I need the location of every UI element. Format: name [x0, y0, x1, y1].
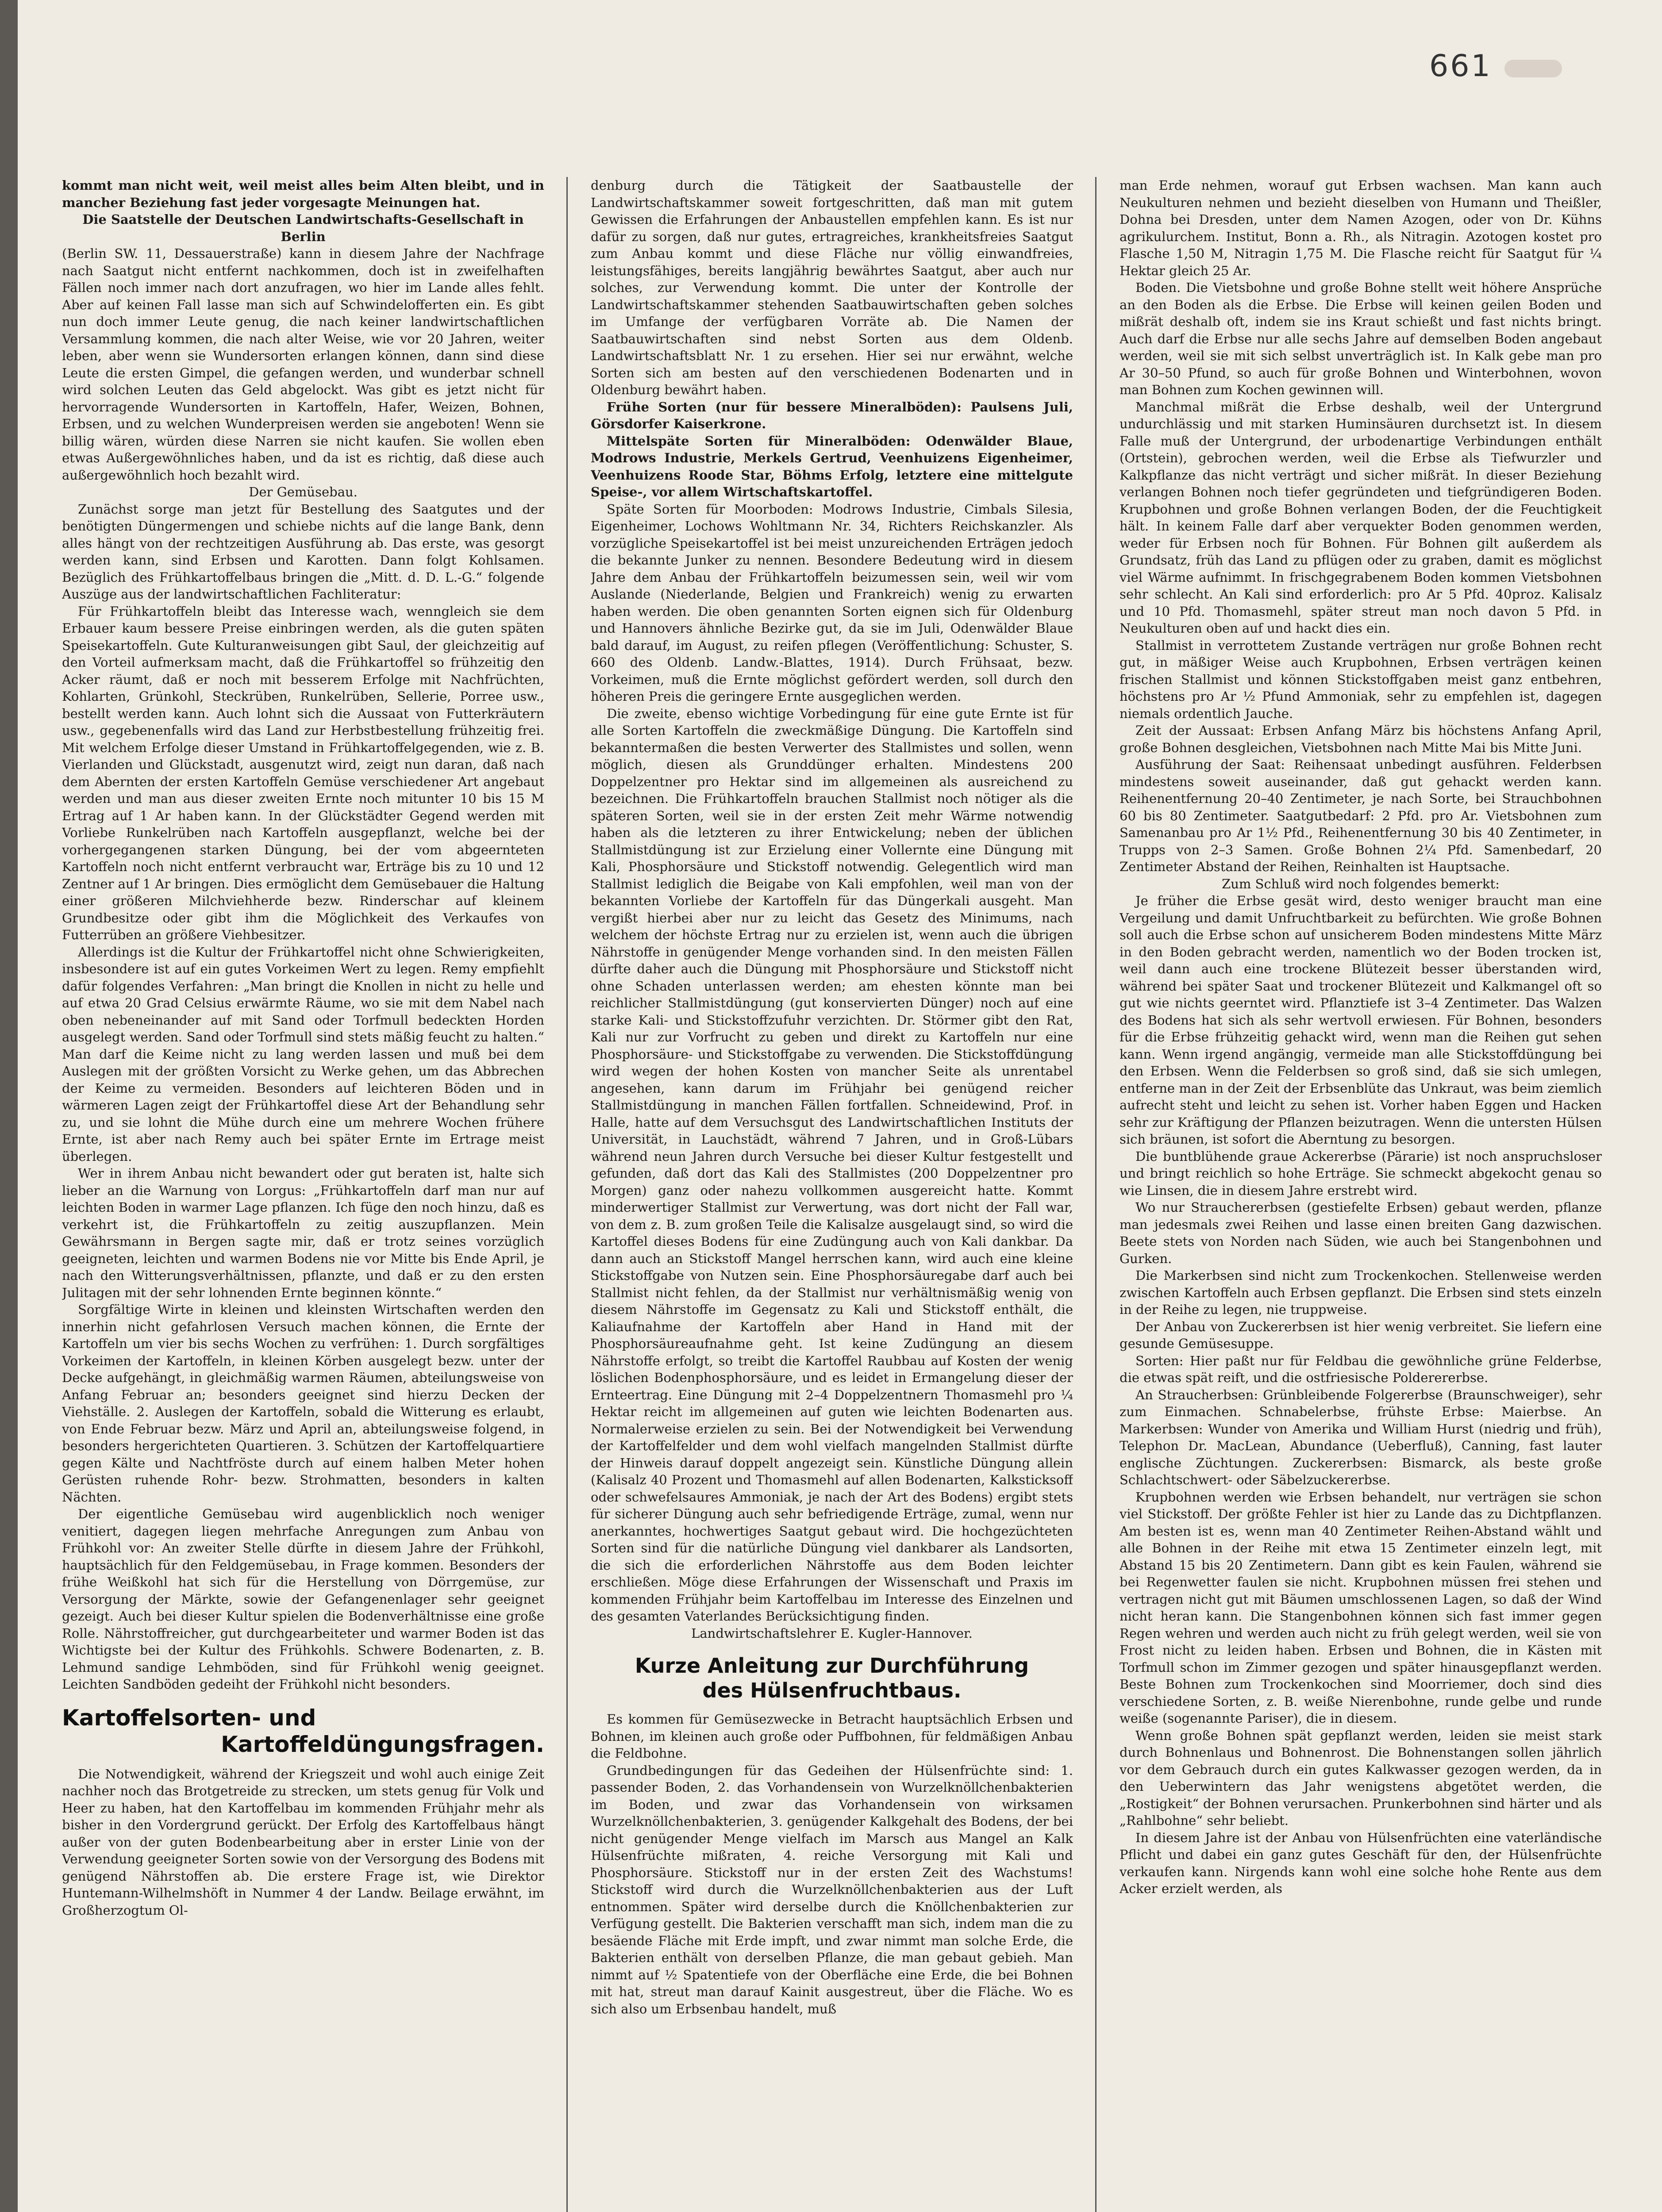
heading-line: Kurze Anleitung zur Durchführung: [635, 1654, 1029, 1678]
column-divider: [566, 177, 568, 2212]
paragraph: (Berlin SW. 11, Dessauerstraße) kann in diesem Jahre der Nachfrage nach Saatgut nicht entfernt nachkommen, doch ist in zweifelhaften Fällen noch immer nach dort anzufragen, wo hier im Lande alles fehlt. Aber auf keinen Fall lasse man sich auf Schwindelofferten ein. Es gibt nun doch immer Leute genug, die nach keiner landwirtschaftlichen Versammlung kommen, die nach alter Weise, wie vor 20 Jahren, weiter leben, aber wenn sie Wundersorten erlangen können, dann sind diese Leute die ersten Gimpel, die gefangen werden, und wunderbar schnell wird solchen Leuten das Geld abgelockt. Was gibt es jetzt nicht für hervorragende Wundersorten in Kartoffeln, Hafer, Weizen, Bohnen, Erbsen, und zu welchen Wunderpreisen werden sie angeboten! Wenn sie billig wären, würden diese Narren sie nicht kaufen. Sie wollen eben etwas Außergewöhnliches haben, und da ist es richtig, daß diese auch außergewöhnlich hoch bezahlt wird.: [62, 246, 544, 483]
paragraph: Der Anbau von Zuckererbsen ist hier wenig verbreitet. Sie liefern eine gesunde Gemüsesuppe.: [1120, 1319, 1602, 1351]
paragraph: In diesem Jahre ist der Anbau von Hülsenfrüchten eine vaterländische Pflicht und dabei ein ganz gutes Geschäft für den, der Hülsenfrüchte verkaufen kann. Nirgends kann wohl eine solche hohe Rente aus dem Acker erzielt werden, als: [1120, 1830, 1602, 1896]
column-divider: [1095, 177, 1096, 2212]
ink-smudge: [1504, 60, 1562, 77]
paragraph: Der eigentliche Gemüsebau wird augenblicklich noch weniger venitiert, dagegen liegen mehrfache Anregungen zum Anbau von Frühkohl vor: An zweiter Stelle dürfte in diesem Jahre der Frühkohl, hauptsächlich für den Feldgemüsebau, in Frage kommen. Besonders der frühe Weißkohl hat sich für die Herstellung von Dörrgemüse, zur Versorgung der Märkte, sowie der Gefangenenlager sehr geeignet gezeigt. Auch bei dieser Kultur spielen die Bodenverhältnisse eine große Rolle. Nährstoffreicher, gut durchgearbeiteter und warmer Boden ist das Wichtigste bei der Kultur des Frühkohls. Schwere Bodenarten, z. B. Lehmund sandige Lehmböden, sind für Frühkohl wenig geeignet. Leichten Sandböden gedeiht der Frühkohl nicht besonders.: [62, 1506, 544, 1692]
paragraph: An Straucherbsen: Grünbleibende Folgererbse (Braunschweiger), sehr zum Einmachen. Schnabelerbse, frühste Erbse: Maierbse. An Markerbsen: Wunder von Amerika und William Hurst (niedrig und früh), Telephon Dr. MacLean, Abundance (Ueberfluß), Canning, fast lauter englische Züchtungen. Zuckererbsen: Bismarck, als beste große Schlachtschwert- oder Säbelzuckererbse.: [1120, 1387, 1602, 1487]
article-heading-kartoffelsorten: [62, 1705, 544, 1758]
column-2: [591, 177, 1073, 2212]
paragraph: Sorgfältige Wirte in kleinen und kleinsten Wirtschaften werden den innerhin nicht gefahrlosen Versuch machen können, die Ernte der Kartoffeln um vier bis sechs Wochen zu verfrühen: 1. Durch sorgfältiges Vorkeimen der Kartoffeln, in kleinen Körben ausgelegt bezw. unter der Decke aufgehängt, in gleichmäßig warmen Räumen, abteilungsweise von Anfang Februar an; besonders geeignet sind hierzu Decken der Viehställe. 2. Auslegen der Kartoffeln, sobald die Witterung es erlaubt, von Ende Februar bezw. März und April an, abteilungsweise folgend, in besonders hergerichteten Quartieren. 3. Schützen der Kartoffelquartiere gegen Kälte und Nachtfröste durch auf einem halben Meter hohen Gerüsten ruhende Rohr- bezw. Strohmatten, besonders in kalten Nächten.: [62, 1302, 544, 1505]
paragraph: Stallmist in verrottetem Zustande verträgen nur große Bohnen recht gut, in mäßiger Weise auch Krupbohnen, Erbsen verträgen keinen frischen Stallmist und können Stickstoffgaben meist ganz entbehren, höchstens pro Ar ½ Pfund Ammoniak, sehr zu empfehlen ist, dagegen niemals ordentlich Jauche.: [1120, 637, 1602, 721]
paragraph: Die Saatstelle der Deutschen Landwirtschafts-Gesellschaft in Berlin: [82, 212, 524, 244]
paragraph: Wo nur Strauchererbsen (gestiefelte Erbsen) gebaut werden, pflanze man jedesmals zwei Reihen und lasse einen breiten Gang dazwischen. Beete stets von Norden nach Süden, wie auch bei Stangenbohnen und Gurken.: [1120, 1200, 1602, 1266]
paragraph: Manchmal mißrät die Erbse deshalb, weil der Untergrund undurchlässig und mit starken Huminsäuren durchsetzt ist. In diesem Falle muß der Untergrund, der urbodenartige Verbindungen enthält (Ortstein), gebrochen werden, weil die Erbse als Tiefwurzler und Kalkpflanze das nicht verträgt und sicher mißrät. In dieser Beziehung verlangen Bohnen noch tiefer gegründeten und tiefgründigeren Boden. Krupbohnen und große Bohnen verlangen Boden, der die Feuchtigkeit hält. In keinem Falle darf aber verquekter Boden genommen werden, weder für Erbsen noch für Bohnen. Für Bohnen gilt außerdem als Grundsatz, früh das Land zu pflügen oder zu graben, damit es möglichst viel Wärme aufnimmt. In frischgegrabenem Boden kommen Vietsbohnen sehr schlecht. An Kali sind erforderlich: pro Ar 5 Pfd. 40proz. Kalisalz und 10 Pfd. Thomasmehl, später streut man noch davon 5 Pfd. in Neukulturen oben auf und hackt dies ein.: [1120, 399, 1602, 636]
paragraph: Je früher die Erbse gesät wird, desto weniger braucht man eine Vergeilung und damit Unfruchtbarkeit zu befürchten. Wie große Bohnen soll auch die Erbse schon auf unsicherem Boden mindestens Mitte März in den Boden gebracht werden, namentlich wo der Boden trocken ist, weil dann auch eine trockene Blütezeit besser überstanden wird, während bei später Saat und trockener Blütezeit und Kalkmangel oft so gut wie nichts geerntet wird. Pflanztiefe ist 3–4 Zentimeter. Das Walzen des Bodens hat sich als sehr wertvoll erwiesen. Für Bohnen, besonders für die Erbse frühzeitig gehackt wird, wenn man die Reihen gut sehen kann. Wenn irgend angängig, vermeide man alle Stickstoffdüngung bei den Erbsen. Wenn die Felderbsen so groß sind, daß sie sich umlegen, entferne man in der Zeit der Erbsenblüte das Unkraut, was beim ziemlich aufrecht steht und leicht zu sehen ist. Vorher haben Eggen und Hacken sehr zur Kräftigung der Pflanzen beizutragen. Wenn die untersten Hülsen sich bräunen, ist sofort die Aberntung zu besorgen.: [1120, 893, 1602, 1147]
heading-line: Kartoffelsorten- und: [62, 1705, 316, 1731]
paragraph: Mittelspäte Sorten für Mineralböden: Odenwälder Blaue, Modrows Industrie, Merkels Gertrud, Veenhuizens Eigenheimer, Veenhuizens Roode Star, Böhms Erfolg, letztere eine mittelgute Speise-, vor allem Wirtschaftskartoffel.: [591, 433, 1073, 499]
paragraph: Ausführung der Saat: Reihensaat unbedingt ausführen. Felderbsen mindestens soweit auseinander, daß gut gehackt werden kann. Reihenentfernung 20–40 Zentimeter, je nach Sorte, bei Strauchbohnen 60 bis 80 Zentimeter. Saatgutbedarf: 2 Pfd. pro Ar. Vietsbohnen zum Samenanbau pro Ar 1½ Pfd., Reihenentfernung 30 bis 40 Zentimeter, in Trupps von 2–3 Samen. Große Bohnen 2¼ Pfd. Samenbedarf, 20 Zentimeter Abstand der Reihen, Reinhalten ist Hauptsache.: [1120, 757, 1602, 874]
column-3: [1120, 177, 1602, 2212]
paragraph: Für Frühkartoffeln bleibt das Interesse wach, wenngleich sie dem Erbauer kaum bessere Preise einbringen werden, als die guten späten Speisekartoffeln. Gute Kulturanweisungen gibt Saul, der gleichzeitig auf den Vorteil aufmerksam macht, daß die Frühkartoffel so frühzeitig den Acker räumt, daß er noch mit besserem Erfolge mit Nachfrüchten, Kohlarten, Grünkohl, Steckrüben, Runkelrüben, Sellerie, Porree usw., bestellt werden kann. Auch lohnt sich die Aussaat von Futterkräutern usw., gegebenenfalls wird das Land zur Herbstbestellung frühzeitig frei. Mit welchem Erfolge dieser Umstand in Frühkartoffelgegenden, wie z. B. Vierlanden und Glückstadt, ausgenutzt wird, zeigt nun daran, daß nach dem Abernten der ersten Kartoffeln Gemüse verschiedener Art angebaut werden und man aus dieser zweiten Ernte noch mitunter 10 bis 15 M Ertrag auf 1 Ar haben kann. In der Glückstädter Gegend werden mit Vorliebe Runkelrüben nach Kartoffeln ausgepflanzt, welche bei der vorhergegangenen starken Düngung, bei der vom abgeernteten Kartoffeln noch nicht entfernt verbraucht war, Erträge bis zu 10 und 12 Zentner auf 1 Ar bringen. Dies ermöglicht dem Gemüsebauer die Haltung einer größeren Milchviehherde bezw. Rinderschar auf kleinem Grundbesitze oder gibt ihm die Möglichkeit des Verkaufes von Futterrüben an größere Viehbesitzer.: [62, 603, 544, 942]
column-1-article: [62, 1766, 544, 1919]
paragraph: Zeit der Aussaat: Erbsen Anfang März bis höchstens Anfang April, große Bohnen desgleichen, Vietsbohnen nach Mitte Mai bis Mitte Juni.: [1120, 723, 1602, 755]
page-number: 661: [1429, 49, 1492, 84]
paragraph: denburg durch die Tätigkeit der Saatbaustelle der Landwirtschaftskammer soweit fortgeschritten, daß man mit gutem Gewissen die Erfahrungen der Anbaustellen empfehlen kann. Es ist nur dafür zu sorgen, daß nur gutes, ertragreiches, krankheitsfreies Saatgut zum Anbau kommt und diese Fläche nur völlig einwandfreies, leistungsfähiges, bereits langjährig bewährtes Saatgut, aber auch nur solches, zur Verwendung kommt. Die unter der Kontrolle der Landwirtschaftskammer stehenden Saatbauwirtschaften geben solches im Umfange der verfügbaren Vorräte ab. Die Namen der Saatbauwirtschaften sind nebst Sorten aus dem Oldenb. Landwirtschaftsblatt Nr. 1 zu ersehen. Hier sei nur erwähnt, welche Sorten sich am besten auf den verschiedenen Bodenarten und in Oldenburg bewährt haben.: [591, 178, 1073, 397]
paragraph: man Erde nehmen, worauf gut Erbsen wachsen. Man kann auch Neukulturen nehmen und bezieht dieselben von Humann und Theißler, Dohna bei Dresden, unter dem Namen Azogen, oder von Dr. Kühns agrikulurchem. Institut, Bonn a. Rh., als Nitragin. Azotogen kostet pro Flasche 1,50 M, Nitragin 1,75 M. Die Flasche reicht für Saatgut für ¼ Hektar gleich 25 Ar.: [1120, 178, 1602, 278]
column-2-article: [591, 1711, 1073, 2017]
paragraph: Sorten: Hier paßt nur für Feldbau die gewöhnliche grüne Felderbse, die etwas spät reift, und die ostfriesische Polderererbse.: [1120, 1353, 1602, 1385]
paragraph: Landwirtschaftslehrer E. Kugler-Hannover.: [691, 1625, 973, 1641]
heading-line: des Hülsenfruchtbaus.: [702, 1678, 962, 1702]
column-2-body: [591, 177, 1073, 1642]
column-1-body: [62, 177, 544, 1693]
newspaper-page: [18, 0, 1662, 2212]
paragraph: Krupbohnen werden wie Erbsen behandelt, nur verträgen sie schon viel Stickstoff. Der größte Fehler ist hier zu Lande das zu Dichtpflanzen. Am besten ist es, wenn man 40 Zentimeter Reihen-Abstand wählt und alle Bohnen in der Reihe mit etwa 15 Zentimeter einzeln legt, mit Abstand 15 bis 20 Zentimetern. Dann gibt es kein Faulen, während sie bei Regenwetter faulen sie nicht. Krupbohnen müssen frei stehen und vertragen nicht gut mit Bäumen umschlossenen Lagen, so daß der Wind nicht heran kann. Die Stangenbohnen können sich fast immer gegen Regen wehren und werden auch nicht zu früh gelegt werden, weil sie von Frost nicht zu leiden haben. Erbsen und Bohnen, die in Kästen mit Torfmull schon im Zimmer gezogen und später hinausgepflanzt werden. Beste Bohnen zum Trockenkochen sind Moorriemer, doch sind dies verschiedene Sorten, z. B. weiße Nierenbohne, runde gelbe und runde weiße (sogenannte Pariser), die in diesem.: [1120, 1489, 1602, 1726]
text-columns: [62, 177, 1602, 2212]
paragraph: Zum Schluß wird noch folgendes bemerkt:: [1222, 876, 1500, 891]
column-1: [62, 177, 544, 2212]
paragraph: Zunächst sorge man jetzt für Bestellung des Saatgutes und der benötigten Düngermengen und schiebe nichts auf die lange Bank, denn alles hängt von der rechtzeitigen Ausführung ab. Das erste, was gesorgt werden kann, sind Erbsen und Karotten. Dann folgt Kohlsamen. Bezüglich des Frühkartoffelbaus bringen die „Mitt. d. D. L.-G.“ folgende Auszüge aus der landwirtschaftlichen Fachliteratur:: [62, 501, 544, 602]
paragraph: Wenn große Bohnen spät gepflanzt werden, leiden sie meist stark durch Bohnenlaus und Bohnenrost. Die Bohnenstangen sollen jährlich vor dem Gebrauch durch ein gutes Kalkwasser gezogen werden, da in den Ueberwintern das Jahr wenigstens abgetötet werden, die „Rostigkeit“ der Bohnen verursachen. Prunkerbohnen sind härter und als „Rahlbohne“ sehr beliebt.: [1120, 1728, 1602, 1828]
paragraph: Späte Sorten für Moorboden: Modrows Industrie, Cimbals Silesia, Eigenheimer, Lochows Wohltmann Nr. 34, Richters Reichskanzler. Als vorzügliche Speisekartoffel ist bei meist unzureichenden Erträgen jedoch die bekannte Junker zu nennen. Besondere Bedeutung wird in diesem Jahre dem Anbau der Frühkartoffeln beizumessen sein, weil wir vom Auslande (Niederlande, Belgien und Frankreich) wenig zu erwarten haben werden. Die oben genannten Sorten eignen sich für Oldenburg und Hannovers ähnliche Bezirke gut, da sie im Juli, Odenwälder Blaue bald darauf, im August, zu reifen pflegen (Veröffentlichung: Schuster, S. 660 des Oldenb. Landw.-Blattes, 1914). Durch Frühsaat, bezw. Vorkeimen, muß die Ernte möglichst gefördert werden, soll durch den höheren Preis die geringere Ernte ausgeglichen werden.: [591, 501, 1073, 704]
paragraph: Frühe Sorten (nur für bessere Mineralböden): Paulsens Juli, Görsdorfer Kaiserkrone.: [591, 399, 1073, 431]
paragraph: Die zweite, ebenso wichtige Vorbedingung für eine gute Ernte ist für alle Sorten Kartoffeln die zweckmäßige Düngung. Die Kartoffeln sind bekanntermaßen die besten Verwerter des Stallmistes und sollen, wenn möglich, diesen als Grunddünger erhalten. Mindestens 200 Doppelzentner pro Hektar sind im allgemeinen als ausreichend zu bezeichnen. Die Frühkartoffeln brauchen Stallmist noch nötiger als die späteren Sorten, weil sie in der ersten Zeit mehr Wärme notwendig haben als die letzteren zu ihrer Entwickelung; neben der üblichen Stallmistdüngung ist zur Erzielung einer Vollernte eine Düngung mit Kali, Phosphorsäure und Stickstoff notwendig. Gelegentlich wird man Stallmist lediglich die Beigabe von Kali empfohlen, weil man von der bekannten Vorliebe der Kartoffeln für das Düngerkali ausgeht. Man vergißt hierbei aber nur zu leicht das Gesetz des Minimums, nach welchem der höchste Ertrag nur zu erzielen ist, wenn auch die übrigen Nährstoffe in genügender Menge vorhanden sind. In den meisten Fällen dürfte daher auch die Düngung mit Phosphorsäure und Stickstoff nicht ohne Schaden unterlassen werden; am ehesten könnte man bei reichlicher Stallmistdüngung (gut konservierten Dünger) noch auf eine starke Kali- und Stickstoffzufuhr verzichten. Dr. Störmer gibt den Rat, Kali nur zur Vorfrucht zu geben und direkt zu Kartoffeln nur eine Phosphorsäure- und Stickstoffgabe zu verwenden. Die Stickstoffdüngung wird wegen der hohen Kosten von mancher Seite als unrentabel angesehen, kann darum im Frühjahr bei genügend reicher Stallmistdüngung in manchen Fällen fortfallen. Schneidewind, Prof. in Halle, hatte auf dem Versuchsgut des Landwirtschaftlichen Instituts der Universität, in Lauchstädt, während 7 Jahren, und in Groß-Lübars während neun Jahren durch Versuche bei dieser Kultur festgestellt und gefunden, daß dort das Kali des Stallmistes (200 Doppelzentner pro Morgen) ganz oder nahezu vollkommen ausgereicht hatte. Kommt minderwertiger Stallmist zur Verwertung, was dort nicht der Fall war, von dem z. B. zum großen Teile die Kalisalze ausgelaugt sind, so wird die Kartoffel dieses Bodens für eine Zudüngung auch von Kali dankbar. Da dann auch an Stickstoff Mangel herrschen kann, wird auch eine kleine Stickstoffgabe von Nutzen sein. Eine Phosphorsäuregabe darf auch bei Stallmist nicht fehlen, da der Stallmist nur verhältnismäßig wenig von diesem Nährstoffe im Gegensatz zu Kali und Stickstoff enthält, die Kaliaufnahme der Kartoffeln aber Hand in Hand mit der Phosphorsäureaufnahme geht. Ist keine Zudüngung an diesem Nährstoffe erfolgt, so treibt die Kartoffel Raubbau auf Kosten der wenig löslichen Bodenphosphorsäure, und es leidet in Ermangelung dieser der Ernteertrag. Eine Düngung mit 2–4 Doppelzentnern Thomasmehl pro ¼ Hektar reicht im allgemeinen auf guten wie leichten Bodenarten aus. Normalerweise erzielen zu sein. Bei der Notwendigkeit bei Verwendung der Kartoffelfelder und dem wohl vielfach mangelnden Stallmist dürfte der Hinweis darauf doppelt angezeigt sein. Künstliche Düngung allein (Kalisalz 40 Prozent und Thomasmehl auf allen Bodenarten, Kalksticksoff oder schwefelsaures Ammoniak, je nach der Art des Bodens) ergibt stets für sicherer Düngung auch sehr befriedigende Erträge, zumal, wenn nur anerkanntes, hochwertiges Saatgut gebaut wird. Die hochgezüchteten Sorten sind für die natürliche Düngung viel dankbarer als Landsorten, die sich die erforderlichen Nährstoffe aus dem Boden leichter erschließen. Möge diese Erfahrungen der Wissenschaft und Praxis im kommenden Frühjahr beim Kartoffelbau im Interesse des Einzelnen und des gesamten Vaterlandes Berücksichtigung finden.: [591, 706, 1073, 1624]
column-3-body: [1120, 177, 1602, 1897]
paragraph: Die buntblühende graue Ackererbse (Pärarie) ist noch anspruchsloser und bringt reichlich so hohe Erträge. Sie schmeckt abgekocht genau so wie Linsen, die in diesem Jahre erstrebt wird.: [1120, 1148, 1602, 1198]
paragraph: Wer in ihrem Anbau nicht bewandert oder gut beraten ist, halte sich lieber an die Warnung von Lorgus: „Frühkartoffeln darf man nur auf leichten Boden in warmer Lage pflanzen. Ich füge den noch hinzu, daß es verkehrt ist, die Frühkartoffeln zu zeitig auszupflanzen. Mein Gewährsmann in Bergen sagte mir, daß er trotz seines vorzüglich geeigneten, leichten und warmen Bodens nie vor Mitte bis Ende April, je nach den Witterungsverhältnissen, pflanzte, und daß er zu den ersten Julitagen mit der sehr lohnenden Ernte beginnen könnte.“: [62, 1166, 544, 1300]
paragraph: Die Notwendigkeit, während der Kriegszeit und wohl auch einige Zeit nachher noch das Brotgetreide zu strecken, um stets genug für Volk und Heer zu haben, hat den Kartoffelbau im kommenden Frühjahr mehr als bisher in den Vordergrund gerückt. Der Erfolg des Kartoffelbaus hängt außer von der guten Bodenbearbeitung aber in erster Linie von der Verwendung geeigneter Sorten sowie von der Versorgung des Bodens mit genügend Nährstoffen ab. Die erstere Frage ist, wie Direktor Huntemann-Wilhelmshöft in Nummer 4 der Landw. Beilage erwähnt, im Großherzogtum Ol-: [62, 1766, 544, 1918]
paragraph: Der Gemüsebau.: [249, 484, 358, 499]
heading-line: Kartoffeldüngungsfragen.: [221, 1731, 544, 1757]
paragraph: Die Markerbsen sind nicht zum Trockenkochen. Stellenweise werden zwischen Kartoffeln auch Erbsen gepflanzt. Die Erbsen sind stets einzeln in der Reihe zu legen, nie truppweise.: [1120, 1268, 1602, 1317]
paragraph: Grundbedingungen für das Gedeihen der Hülsenfrüchte sind: 1. passender Boden, 2. das Vorhandensein von Wurzelknöllchenbakterien im Boden, und zwar das Vorhandensein von wirksamen Wurzelknöllchenbakterien, 3. genügender Kalkgehalt des Bodens, der bei nicht genügender Menge vielfach im Marsch aus Mangel an Kalk Hülsenfrüchte mißraten, 4. reiche Versorgung mit Kali und Phosphorsäure. Stickstoff nur in der ersten Zeit des Wachstums! Stickstoff wird durch die Wurzelknöllchenbakterien aus der Luft entnommen. Später wird derselbe durch die Knöllchenbakterien zur Verfügung gestellt. Die Bakterien verschafft man sich, indem man die zu besäende Fläche mit Erde impft, und zwar nimmt man solche Erde, die Bakterien enthält von derselben Pflanze, die man gebaut gebieh. Man nimmt auf ½ Spatentiefe von der Oberfläche eine Erde, die bei Bohnen mit hat, streut man darauf Kainit ausgestreut, über die Fläche. Wo es sich also um Erbsenbau handelt, muß: [591, 1763, 1073, 2016]
article-heading-huelsenfrucht: [591, 1653, 1073, 1703]
paragraph: Allerdings ist die Kultur der Frühkartoffel nicht ohne Schwierigkeiten, insbesondere ist auf ein gutes Vorkeimen Wert zu legen. Remy empfiehlt dafür folgendes Verfahren: „Man bringt die Knollen in nicht zu helle und auf etwa 20 Grad Celsius erwärmte Räume, wo sie mit dem Nabel nach oben nebeneinander auf mit Sand oder Torfmull bedeckten Horden ausgelegt werden. Sand oder Torfmull sind stets mäßig feucht zu halten.“ Man darf die Keime nicht zu lang werden lassen und muß bei dem Auslegen mit der größten Vorsicht zu Werke gehen, um das Abbrechen der Keime zu vermeiden. Besonders auf leichteren Böden und in wärmeren Lagen zeigt der Frühkartoffel diese Art der Behandlung sehr zu, und sie lohnt die Mühe durch eine um mehrere Wochen frühere Ernte, ist aber nach Remy auch bei später Ernte im Ertrage meist überlegen.: [62, 944, 544, 1164]
paragraph: Es kommen für Gemüsezwecke in Betracht hauptsächlich Erbsen und Bohnen, im kleinen auch große oder Puffbohnen, für feldmäßigen Anbau die Feldbohne.: [591, 1712, 1073, 1761]
paragraph: kommt man nicht weit, weil meist alles beim Alten bleibt, und in mancher Beziehung fast jeder vorgesagte Meinungen hat.: [62, 178, 544, 210]
paragraph: Boden. Die Vietsbohne und große Bohne stellt weit höhere Ansprüche an den Boden als die Erbse. Die Erbse will keinen geilen Boden und mißrät deshalb oft, indem sie ins Kraut schießt und fast nichts bringt. Auch darf die Erbse nur alle sechs Jahre auf demselben Boden angebaut werden, weil sie mit sich selbst unverträglich ist. In Kalk gebe man pro Ar 30–50 Pfund, so auch für große Bohnen und Winterbohnen, wovon man Bohnen zum Kochen gewinnen will.: [1120, 280, 1602, 397]
